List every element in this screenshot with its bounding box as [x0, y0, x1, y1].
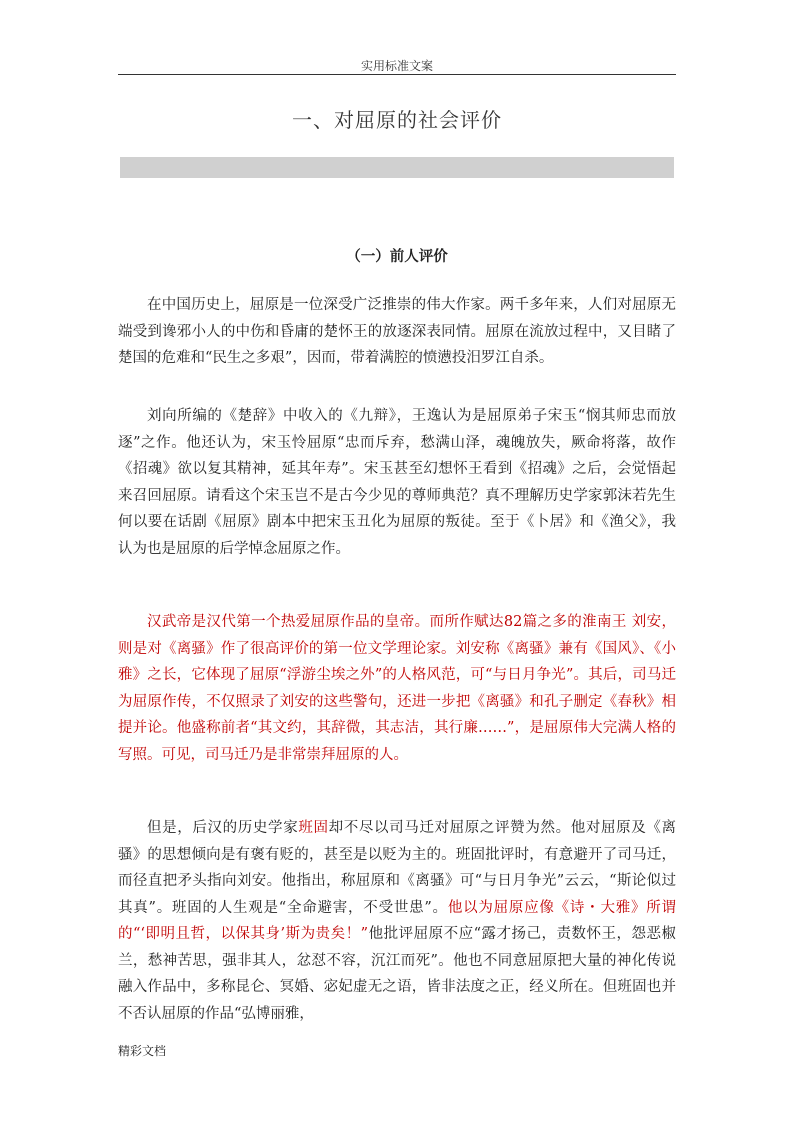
- page-header: 实用标准文案: [360, 59, 433, 73]
- paragraph-4-highlight-quote: 他以为屈原应像《诗・大雅》所谓的“‘即明且哲，以保其身’斯为贵矣！”: [118, 899, 677, 942]
- paragraph-3-highlighted: 汉武帝是汉代第一个热爱屈原作品的皇帝。而所作赋达82篇之多的淮南王 刘安，则是对《离骚》作了很高评价的第一位文学理论家。刘安称《离骚》兼有《国风》、《小雅》之长，它体现了屈原“浮游尘埃之外”的人格风范，可“与日月争光”。其后，司马迁为屈原作传，不仅照录了刘安的这些警句，还进一步把《离骚》和孔子删定《春秋》相提并论。他盛称前者“其文约，其辞微，其志洁，其行廉……”，是屈原伟大完满人格的写照。可见，司马迁乃是非常崇拜屈原的人。: [118, 614, 676, 763]
- paragraph-4-part-c: 却不尽以司马迁对屈原之评赞为然。他对屈原及《离骚》的思想倾向是有褒有贬的，甚至是以贬为主的。班固批评时，有意避开了司马迁，而径直把矛头指向刘安。他指出，称屈原和《离骚》可“与日月争光”云云，“斯论似过其真”。班固的人生观是“全命避害，不受世患”。: [118, 820, 677, 916]
- section-subtitle: （一）前人评价: [346, 249, 448, 265]
- paragraph-4-part-a: 但是，后汉的历史学家: [147, 820, 299, 836]
- paragraph-4-highlight-bangu: 班固: [298, 820, 329, 836]
- document-title: 一、对屈原的社会评价: [292, 108, 502, 132]
- paragraph-2: 刘向所编的《楚辞》中收入的《九辩》，王逸认为是屈原弟子宋玉“悯其师忠而放逐”之作。他还认为，宋玉怜屈原“忠而斥弃，愁满山泽，魂魄放失，厥命将落，故作《招魂》欲以复其精神，延其年寿”。宋玉甚至幻想怀王看到《招魂》之后，会觉悟起来召回屈原。请看这个宋玉岂不是古今少见的尊师典范？真不理解历史学家郭沫若先生何以要在话剧《屈原》剧本中把宋玉丑化为屈原的叛徒。至于《卜居》和《渔父》，我认为也是屈原的后学悼念屈原之作。: [118, 408, 676, 557]
- paragraph-4-part-e: 他批评屈原不应“露才扬己，责数怀王，怨恶椒兰，愁神苦思，强非其人，忿怼不容，沉江而死”。他也不同意屈原把大量的神化传说融入作品中，多称昆仑、冥婚、宓妃虚无之语，皆非法度之正，经义所在。但班固也并不否认屈原的作品“弘博丽雅，: [118, 926, 676, 1022]
- paragraph-1: 在中国历史上，屈原是一位深受广泛推崇的伟大作家。两千多年来，人们对屈原无端受到谗邪小人的中伤和昏庸的楚怀王的放逐深表同情。屈原在流放过程中，又目睹了楚国的危难和“民生之多艰”，因而，带着满腔的愤懑投汨罗江自杀。: [118, 297, 676, 366]
- title-shaded-bar: [120, 157, 674, 178]
- paragraph-4: [118, 815, 676, 1027]
- page-footer: 精彩文档: [118, 1044, 167, 1058]
- header-rule: [118, 74, 676, 75]
